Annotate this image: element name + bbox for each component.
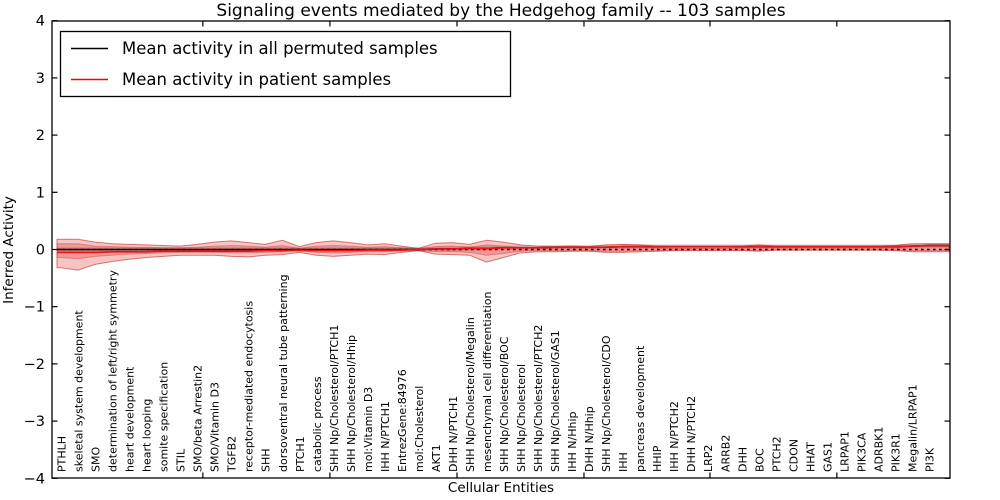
legend-label-permuted: Mean activity in all permuted samples — [122, 39, 438, 58]
x-tick-label: heart development — [123, 366, 137, 472]
x-tick-label: determination of left/right symmetry — [106, 270, 120, 472]
legend — [61, 32, 511, 97]
x-tick-label: CDON — [787, 438, 801, 472]
x-tick-label: IHH N/Hhip — [566, 411, 580, 472]
x-tick-label: SMO/beta Arrestin2 — [191, 364, 205, 472]
y-tick-label: −3 — [23, 414, 45, 431]
x-tick-label: pancreas development — [634, 345, 648, 472]
x-tick-label: PTCH1 — [293, 436, 307, 472]
x-tick-label: TGFB2 — [225, 435, 239, 472]
x-tick-label: HHAT — [804, 442, 818, 472]
x-tick-label: IHH N/PTCH2 — [668, 401, 682, 472]
x-tick-label: PIK3R1 — [889, 433, 903, 472]
x-tick-label: mol:Vitamin D3 — [361, 386, 375, 472]
x-tick-label: PTHLH — [55, 435, 69, 472]
x-tick-label: IHH — [617, 452, 631, 472]
y-tick-label: 2 — [35, 128, 45, 145]
x-tick-label: mesenchymal cell differentiation — [481, 291, 494, 472]
x-tick-label: EntrezGene:84976 — [395, 369, 409, 472]
x-tick-label: SHH Np/Cholesterol/BOC — [498, 336, 511, 472]
x-tick-label: PIK3CA — [855, 432, 869, 472]
x-tick-label: ADRBK1 — [872, 426, 886, 472]
x-tick-label: SMO — [89, 446, 103, 472]
x-axis-label: Cellular Entities — [447, 480, 555, 496]
x-tick-label: SHH Np/Cholesterol/CDO — [600, 335, 614, 472]
x-tick-label: GAS1 — [821, 441, 835, 472]
x-tick-label: heart looping — [140, 398, 154, 472]
x-tick-label: DHH N/Hhip — [583, 406, 597, 472]
y-tick-label: 0 — [35, 242, 45, 259]
x-tick-label: BOC — [753, 448, 767, 472]
x-tick-label: Megalin/LRPAP1 — [906, 384, 920, 472]
y-tick-label: 3 — [35, 70, 45, 87]
x-tick-label: mol:Cholesterol — [412, 385, 426, 472]
x-tick-label: dorsoventral neural tube patterning — [276, 274, 290, 472]
legend-label-patient: Mean activity in patient samples — [122, 70, 392, 89]
x-tick-label: PI3K — [923, 447, 937, 472]
x-tick-label: ARRB2 — [719, 434, 733, 472]
x-tick-label: SHH Np/Cholesterol/PTCH1 — [327, 324, 341, 472]
y-tick-label: −2 — [23, 356, 45, 373]
y-tick-label: −4 — [23, 471, 45, 488]
chart-title: Signaling events mediated by the Hedgehog family -- 103 samples — [216, 1, 786, 21]
y-tick-label: −1 — [23, 299, 45, 316]
x-tick-label: IHH N/PTCH1 — [378, 401, 392, 472]
x-tick-label: SHH Np/Cholesterol/PTCH2 — [532, 324, 545, 472]
activity-bands — [57, 239, 949, 270]
x-tick-label: SHH Np/Cholesterol — [515, 363, 528, 472]
x-tick-label: STIL — [174, 448, 188, 472]
x-tick-label: DHH N/PTCH1 — [447, 395, 460, 472]
x-tick-label: HHIP — [651, 445, 665, 472]
x-tick-label: SHH Np/Cholesterol/Megalin — [464, 317, 477, 472]
x-tick-label: DHH — [736, 446, 750, 472]
x-axis-category-labels — [56, 270, 937, 473]
x-tick-label: AKT1 — [429, 444, 443, 472]
y-tick-label: 1 — [35, 185, 45, 202]
x-tick-label: catabolic process — [310, 376, 324, 472]
x-tick-label: SHH Np/Cholesterol/GAS1 — [549, 330, 563, 472]
x-tick-label: SHH Np/Cholesterol/Hhip — [344, 334, 358, 472]
x-tick-label: receptor-mediated endocytosis — [242, 300, 256, 472]
x-tick-label: skeletal system development — [72, 310, 86, 472]
x-tick-label: LRP2 — [702, 444, 716, 472]
y-tick-label: 4 — [35, 13, 45, 30]
x-tick-label: SHH — [259, 448, 273, 472]
patient-band-outer — [57, 239, 949, 270]
x-tick-label: LRPAP1 — [838, 431, 852, 472]
y-axis-label: Inferred Activity — [1, 196, 17, 304]
x-tick-label: DHH N/PTCH2 — [685, 395, 699, 472]
x-tick-label: PTCH2 — [770, 436, 784, 472]
x-tick-label: somite specification — [157, 361, 171, 472]
x-tick-label: SMO/Vitamin D3 — [208, 382, 222, 472]
